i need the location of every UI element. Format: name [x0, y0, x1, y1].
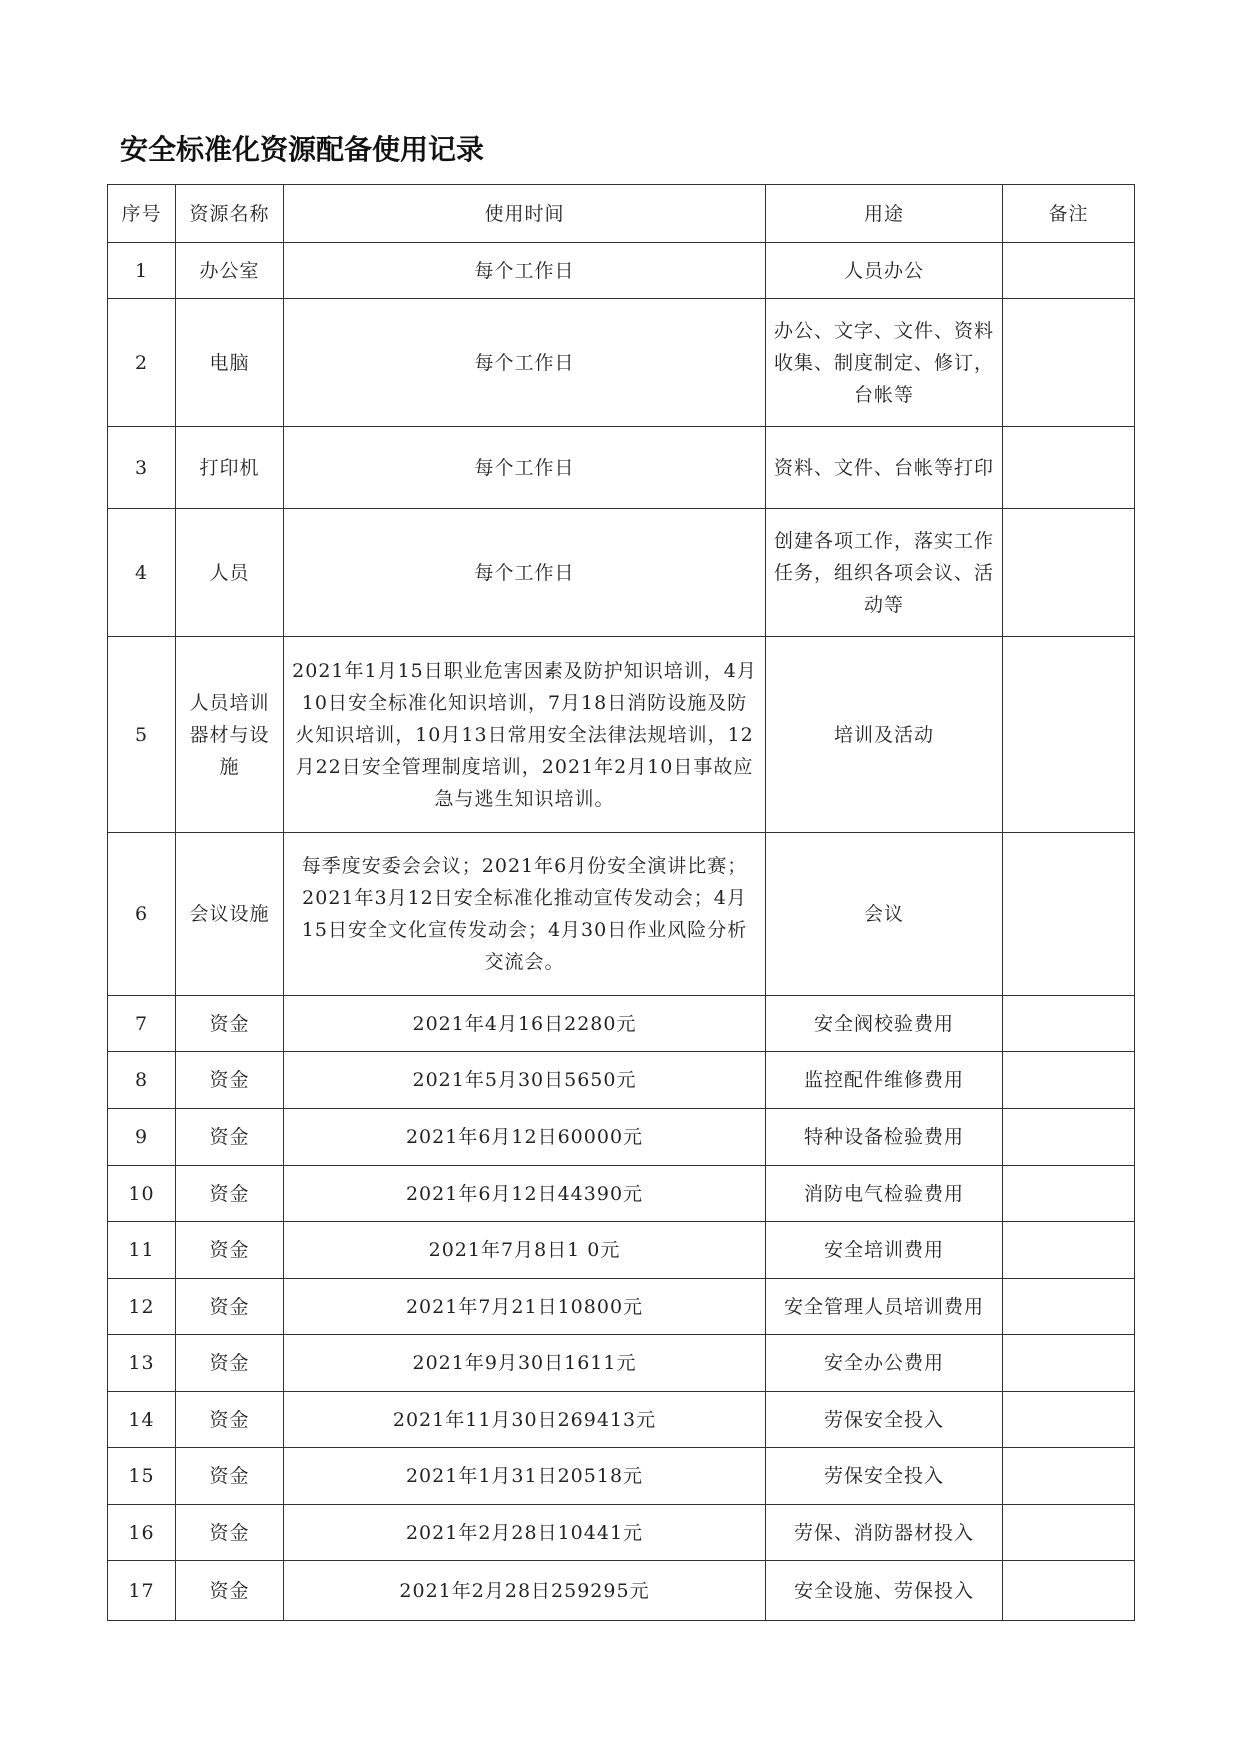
row-remark — [1003, 1279, 1135, 1335]
row-remark — [1003, 833, 1135, 996]
table-row — [108, 1561, 1135, 1621]
row-resource-name: 资金 — [176, 1279, 284, 1335]
row-seq: 9 — [108, 1109, 176, 1166]
header-purpose: 用途 — [766, 185, 1003, 243]
row-remark — [1003, 637, 1135, 833]
row-remark — [1003, 996, 1135, 1052]
row-seq: 3 — [108, 427, 176, 509]
row-resource-name: 电脑 — [176, 299, 284, 427]
row-seq: 14 — [108, 1392, 176, 1448]
table-row — [108, 1109, 1135, 1166]
header-seq: 序号 — [108, 185, 176, 243]
row-purpose: 资料、文件、台帐等打印 — [766, 427, 1003, 509]
row-resource-name: 资金 — [176, 1335, 284, 1392]
header-resource-name: 资源名称 — [176, 185, 284, 243]
row-use-time: 2021年6月12日60000元 — [284, 1109, 766, 1166]
row-seq: 8 — [108, 1052, 176, 1109]
row-remark — [1003, 1335, 1135, 1392]
table-row — [108, 1335, 1135, 1392]
row-remark — [1003, 1222, 1135, 1279]
row-purpose: 监控配件维修费用 — [766, 1052, 1003, 1109]
row-purpose: 办公、文字、文件、资料收集、制度制定、修订，台帐等 — [766, 299, 1003, 427]
row-resource-name: 资金 — [176, 1222, 284, 1279]
table-row — [108, 833, 1135, 996]
row-remark — [1003, 1392, 1135, 1448]
row-resource-name: 人员培训器材与设施 — [176, 637, 284, 833]
table-row — [108, 1448, 1135, 1505]
row-use-time: 2021年5月30日5650元 — [284, 1052, 766, 1109]
row-remark — [1003, 1561, 1135, 1621]
row-purpose: 特种设备检验费用 — [766, 1109, 1003, 1166]
row-remark — [1003, 1448, 1135, 1505]
row-use-time: 2021年11月30日269413元 — [284, 1392, 766, 1448]
row-seq: 11 — [108, 1222, 176, 1279]
row-use-time: 2021年7月8日1 0元 — [284, 1222, 766, 1279]
row-purpose: 安全培训费用 — [766, 1222, 1003, 1279]
row-resource-name: 资金 — [176, 1561, 284, 1621]
row-resource-name: 资金 — [176, 1448, 284, 1505]
row-purpose: 培训及活动 — [766, 637, 1003, 833]
row-resource-name: 资金 — [176, 1392, 284, 1448]
row-seq: 12 — [108, 1279, 176, 1335]
row-use-time: 每个工作日 — [284, 243, 766, 299]
row-remark — [1003, 1505, 1135, 1561]
row-use-time: 2021年1月31日20518元 — [284, 1448, 766, 1505]
table-header-row — [108, 185, 1135, 243]
row-remark — [1003, 1052, 1135, 1109]
resource-record-table — [107, 184, 1135, 1621]
row-purpose: 安全阀校验费用 — [766, 996, 1003, 1052]
row-resource-name: 资金 — [176, 1052, 284, 1109]
row-resource-name: 资金 — [176, 1109, 284, 1166]
row-resource-name: 会议设施 — [176, 833, 284, 996]
header-use-time: 使用时间 — [284, 185, 766, 243]
row-seq: 7 — [108, 996, 176, 1052]
table-row — [108, 1166, 1135, 1222]
row-purpose: 消防电气检验费用 — [766, 1166, 1003, 1222]
page-title: 安全标准化资源配备使用记录 — [120, 133, 485, 166]
row-seq: 10 — [108, 1166, 176, 1222]
row-resource-name: 资金 — [176, 1166, 284, 1222]
row-purpose: 安全办公费用 — [766, 1335, 1003, 1392]
row-purpose: 劳保、消防器材投入 — [766, 1505, 1003, 1561]
row-seq: 15 — [108, 1448, 176, 1505]
row-resource-name: 办公室 — [176, 243, 284, 299]
row-seq: 13 — [108, 1335, 176, 1392]
row-use-time: 2021年4月16日2280元 — [284, 996, 766, 1052]
table-row — [108, 637, 1135, 833]
header-remark: 备注 — [1003, 185, 1135, 243]
table-row — [108, 996, 1135, 1052]
row-seq: 2 — [108, 299, 176, 427]
row-purpose: 劳保安全投入 — [766, 1392, 1003, 1448]
row-use-time: 每个工作日 — [284, 427, 766, 509]
row-purpose: 劳保安全投入 — [766, 1448, 1003, 1505]
row-remark — [1003, 1109, 1135, 1166]
row-use-time: 2021年2月28日259295元 — [284, 1561, 766, 1621]
table-row — [108, 1279, 1135, 1335]
row-seq: 5 — [108, 637, 176, 833]
row-use-time: 每个工作日 — [284, 509, 766, 637]
table-row — [108, 427, 1135, 509]
row-seq: 1 — [108, 243, 176, 299]
row-remark — [1003, 427, 1135, 509]
row-use-time: 2021年2月28日10441元 — [284, 1505, 766, 1561]
row-purpose: 安全管理人员培训费用 — [766, 1279, 1003, 1335]
row-resource-name: 资金 — [176, 996, 284, 1052]
row-use-time: 2021年7月21日10800元 — [284, 1279, 766, 1335]
row-use-time: 2021年9月30日1611元 — [284, 1335, 766, 1392]
row-seq: 16 — [108, 1505, 176, 1561]
row-purpose: 创建各项工作，落实工作任务，组织各项会议、活动等 — [766, 509, 1003, 637]
row-remark — [1003, 509, 1135, 637]
table-row — [108, 1222, 1135, 1279]
row-seq: 4 — [108, 509, 176, 637]
row-seq: 6 — [108, 833, 176, 996]
row-resource-name: 人员 — [176, 509, 284, 637]
row-use-time: 2021年1月15日职业危害因素及防护知识培训，4月10日安全标准化知识培训，7月18日消防设施及防火知识培训，10月13日常用安全法律法规培训，12月22日安全管理制度培训，2021年2月10日事故应急与逃生知识培训。 — [284, 637, 766, 833]
row-resource-name: 资金 — [176, 1505, 284, 1561]
table-row — [108, 1505, 1135, 1561]
row-remark — [1003, 1166, 1135, 1222]
row-use-time: 每个工作日 — [284, 299, 766, 427]
row-purpose: 会议 — [766, 833, 1003, 996]
row-purpose: 安全设施、劳保投入 — [766, 1561, 1003, 1621]
table-row — [108, 299, 1135, 427]
row-seq: 17 — [108, 1561, 176, 1621]
row-purpose: 人员办公 — [766, 243, 1003, 299]
row-remark — [1003, 243, 1135, 299]
table-row — [108, 509, 1135, 637]
row-use-time: 每季度安委会会议；2021年6月份安全演讲比赛；2021年3月12日安全标准化推动宣传发动会；4月15日安全文化宣传发动会；4月30日作业风险分析交流会。 — [284, 833, 766, 996]
row-remark — [1003, 299, 1135, 427]
table-row — [108, 1392, 1135, 1448]
row-use-time: 2021年6月12日44390元 — [284, 1166, 766, 1222]
table-row — [108, 243, 1135, 299]
row-resource-name: 打印机 — [176, 427, 284, 509]
table-row — [108, 1052, 1135, 1109]
